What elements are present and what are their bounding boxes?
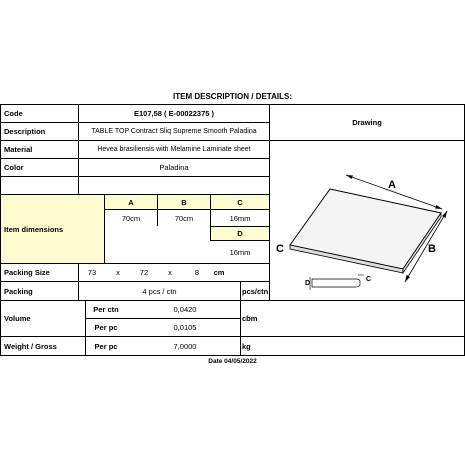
description-label: Description [4,127,46,136]
packing-label: Packing [4,286,33,296]
packing-size-label: Packing Size [4,268,50,277]
code-value: E107,58 ( E-00022375 ) [133,109,215,118]
drawing-label-a: A [388,179,396,191]
weight-per-pc-label: Per pc [94,341,118,351]
weight-value: 7,0000 [173,341,197,351]
document-date: Date 04/05/2022 [208,357,257,365]
color-value: Paladina [159,163,189,172]
dimension-header-d: D [237,229,243,238]
volume-label: Volume [4,314,31,323]
packing-value: 4 pcs / ctn [142,286,177,296]
drawing-label-c-small: C [366,276,372,283]
packing-size-height: 8 [194,268,200,277]
material-label: Material [4,145,33,154]
dimension-value-d: 16mm [229,247,251,257]
weight-unit: kg [242,341,251,351]
dimension-value-b: 70cm [174,213,194,223]
dimension-value-a: 70cm [121,213,141,223]
packing-size-x1: x [116,268,120,277]
drawing-label-c: C [276,243,284,255]
volume-unit: cbm [242,314,258,323]
packing-size-unit: cm [213,268,225,277]
volume-per-ctn-value: 0,0420 [173,305,197,314]
volume-per-ctn-label: Per ctn [93,305,119,314]
description-value: TABLE TOP Contract Sliq Supreme Smooth Paladina [91,128,257,135]
dimension-header-c: C [237,197,243,207]
packing-size-width: 72 [139,268,149,277]
code-label: Code [4,109,23,118]
dimensions-label: Item dimensions [4,224,64,234]
page-title: ITEM DESCRIPTION / DETAILS: [173,92,292,101]
table-top-drawing [270,141,464,296]
dimension-header-b: B [181,197,187,207]
dimension-header-a: A [128,197,134,207]
drawing-label-b: B [428,243,436,255]
packing-size-length: 73 [87,268,97,277]
color-label: Color [4,163,24,172]
dimension-value-c: 16mm [229,213,251,223]
volume-per-pc-label: Per pc [94,323,118,332]
packing-size-x2: x [168,268,172,277]
material-value: Hevea brasiliensis with Melamine Laminate sheet [97,146,251,153]
volume-per-pc-value: 0,0105 [173,323,197,332]
packing-unit: pcs/ctn [242,286,269,296]
drawing-label-d: D [305,280,311,287]
weight-label: Weight / Gross [4,341,57,351]
drawing-label: Drawing [352,118,382,127]
